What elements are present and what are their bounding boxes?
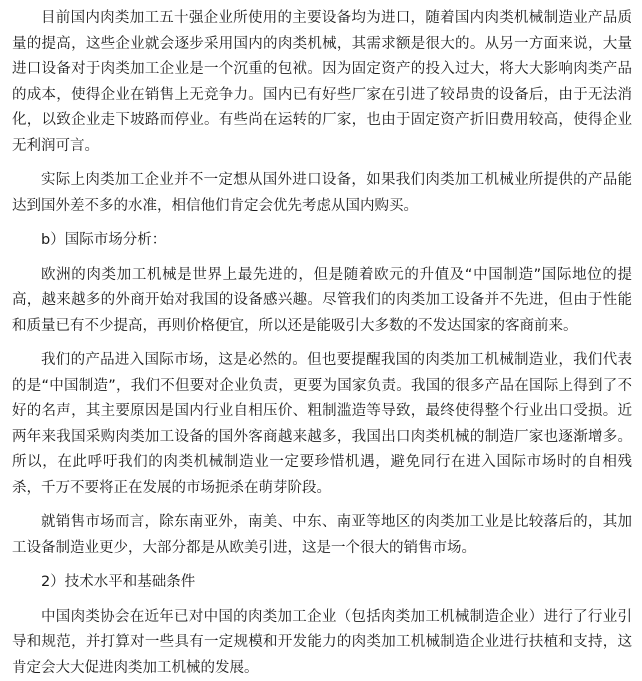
paragraph-sales-market: 就销售市场而言，除东南亚外，南美、中东、南亚等地区的肉类加工业是比较落后的，其加工设备制造业更少，大部分都是从欧美引进，这是一个很大的销售市场。 <box>12 510 632 561</box>
paragraph-meat-association: 中国肉类协会在近年已对中国的肉类加工企业（包括肉类加工机械制造企业）进行了行业引导和规范，并打算对一些具有一定规模和开发能力的肉类加工机械制造企业进行扶植和支持，这肯定会大大促进肉类加工机械的发展。 <box>12 605 632 681</box>
section-heading-international-market: b）国际市场分析： <box>12 228 632 254</box>
paragraph-european-machinery: 欧洲的肉类加工机械是世界上最先进的，但是随着欧元的升值及“中国制造”国际地位的提高，越来越多的外商开始对我国的设备感兴趣。尽管我们的肉类加工设备并不先进，但由于性能和质量已有不少提高，再则价格便宜，所以还是能吸引大多数的不发达国家的客商前来。 <box>12 263 632 340</box>
paragraph-made-in-china: 我们的产品进入国际市场，这是必然的。但也要提醒我国的肉类加工机械制造业，我们代表的是“中国制造”，我们不但要对企业负责，更要为国家负责。我国的很多产品在国际上得到了不好的名声，其主要原因是国内行业自相压价、粗制滥造等导致，最终使得整个行业出口受损。近两年来我国采购肉类加工设备的国外客商越来越多，我国出口肉类机械的制造厂家也逐渐增多。所以，在此呼吁我们的肉类机械制造业一定要珍惜机遇，避免同行在进入国际市场时的自相残杀，千万不要将正在发展的市场扼杀在萌芽阶段。 <box>12 348 632 501</box>
paragraph-domestic-equipment: 目前国内肉类加工五十强企业所使用的主要设备均为进口，随着国内肉类机械制造业产品质量的提高，这些企业就会逐步采用国内的肉类机械，其需求额是很大的。从另一方面来说，大量进口设备对于肉类加工企业是一个沉重的包袱。因为固定资产的投入过大，将大大影响肉类产品的成本，使得企业在销售上无竞争力。国内已有好些厂家在引进了较昂贵的设备后，由于无法消化，以致企业走下坡路而停业。有些尚在运转的厂家，也由于固定资产折旧费用较高，使得企业无利润可言。 <box>12 6 632 159</box>
paragraph-domestic-purchase: 实际上肉类加工企业并不一定想从国外进口设备，如果我们肉类加工机械业所提供的产品能达到国外差不多的水准，相信他们肯定会优先考虑从国内购买。 <box>12 168 632 219</box>
section-heading-technical-level: 2）技术水平和基础条件 <box>12 570 632 596</box>
